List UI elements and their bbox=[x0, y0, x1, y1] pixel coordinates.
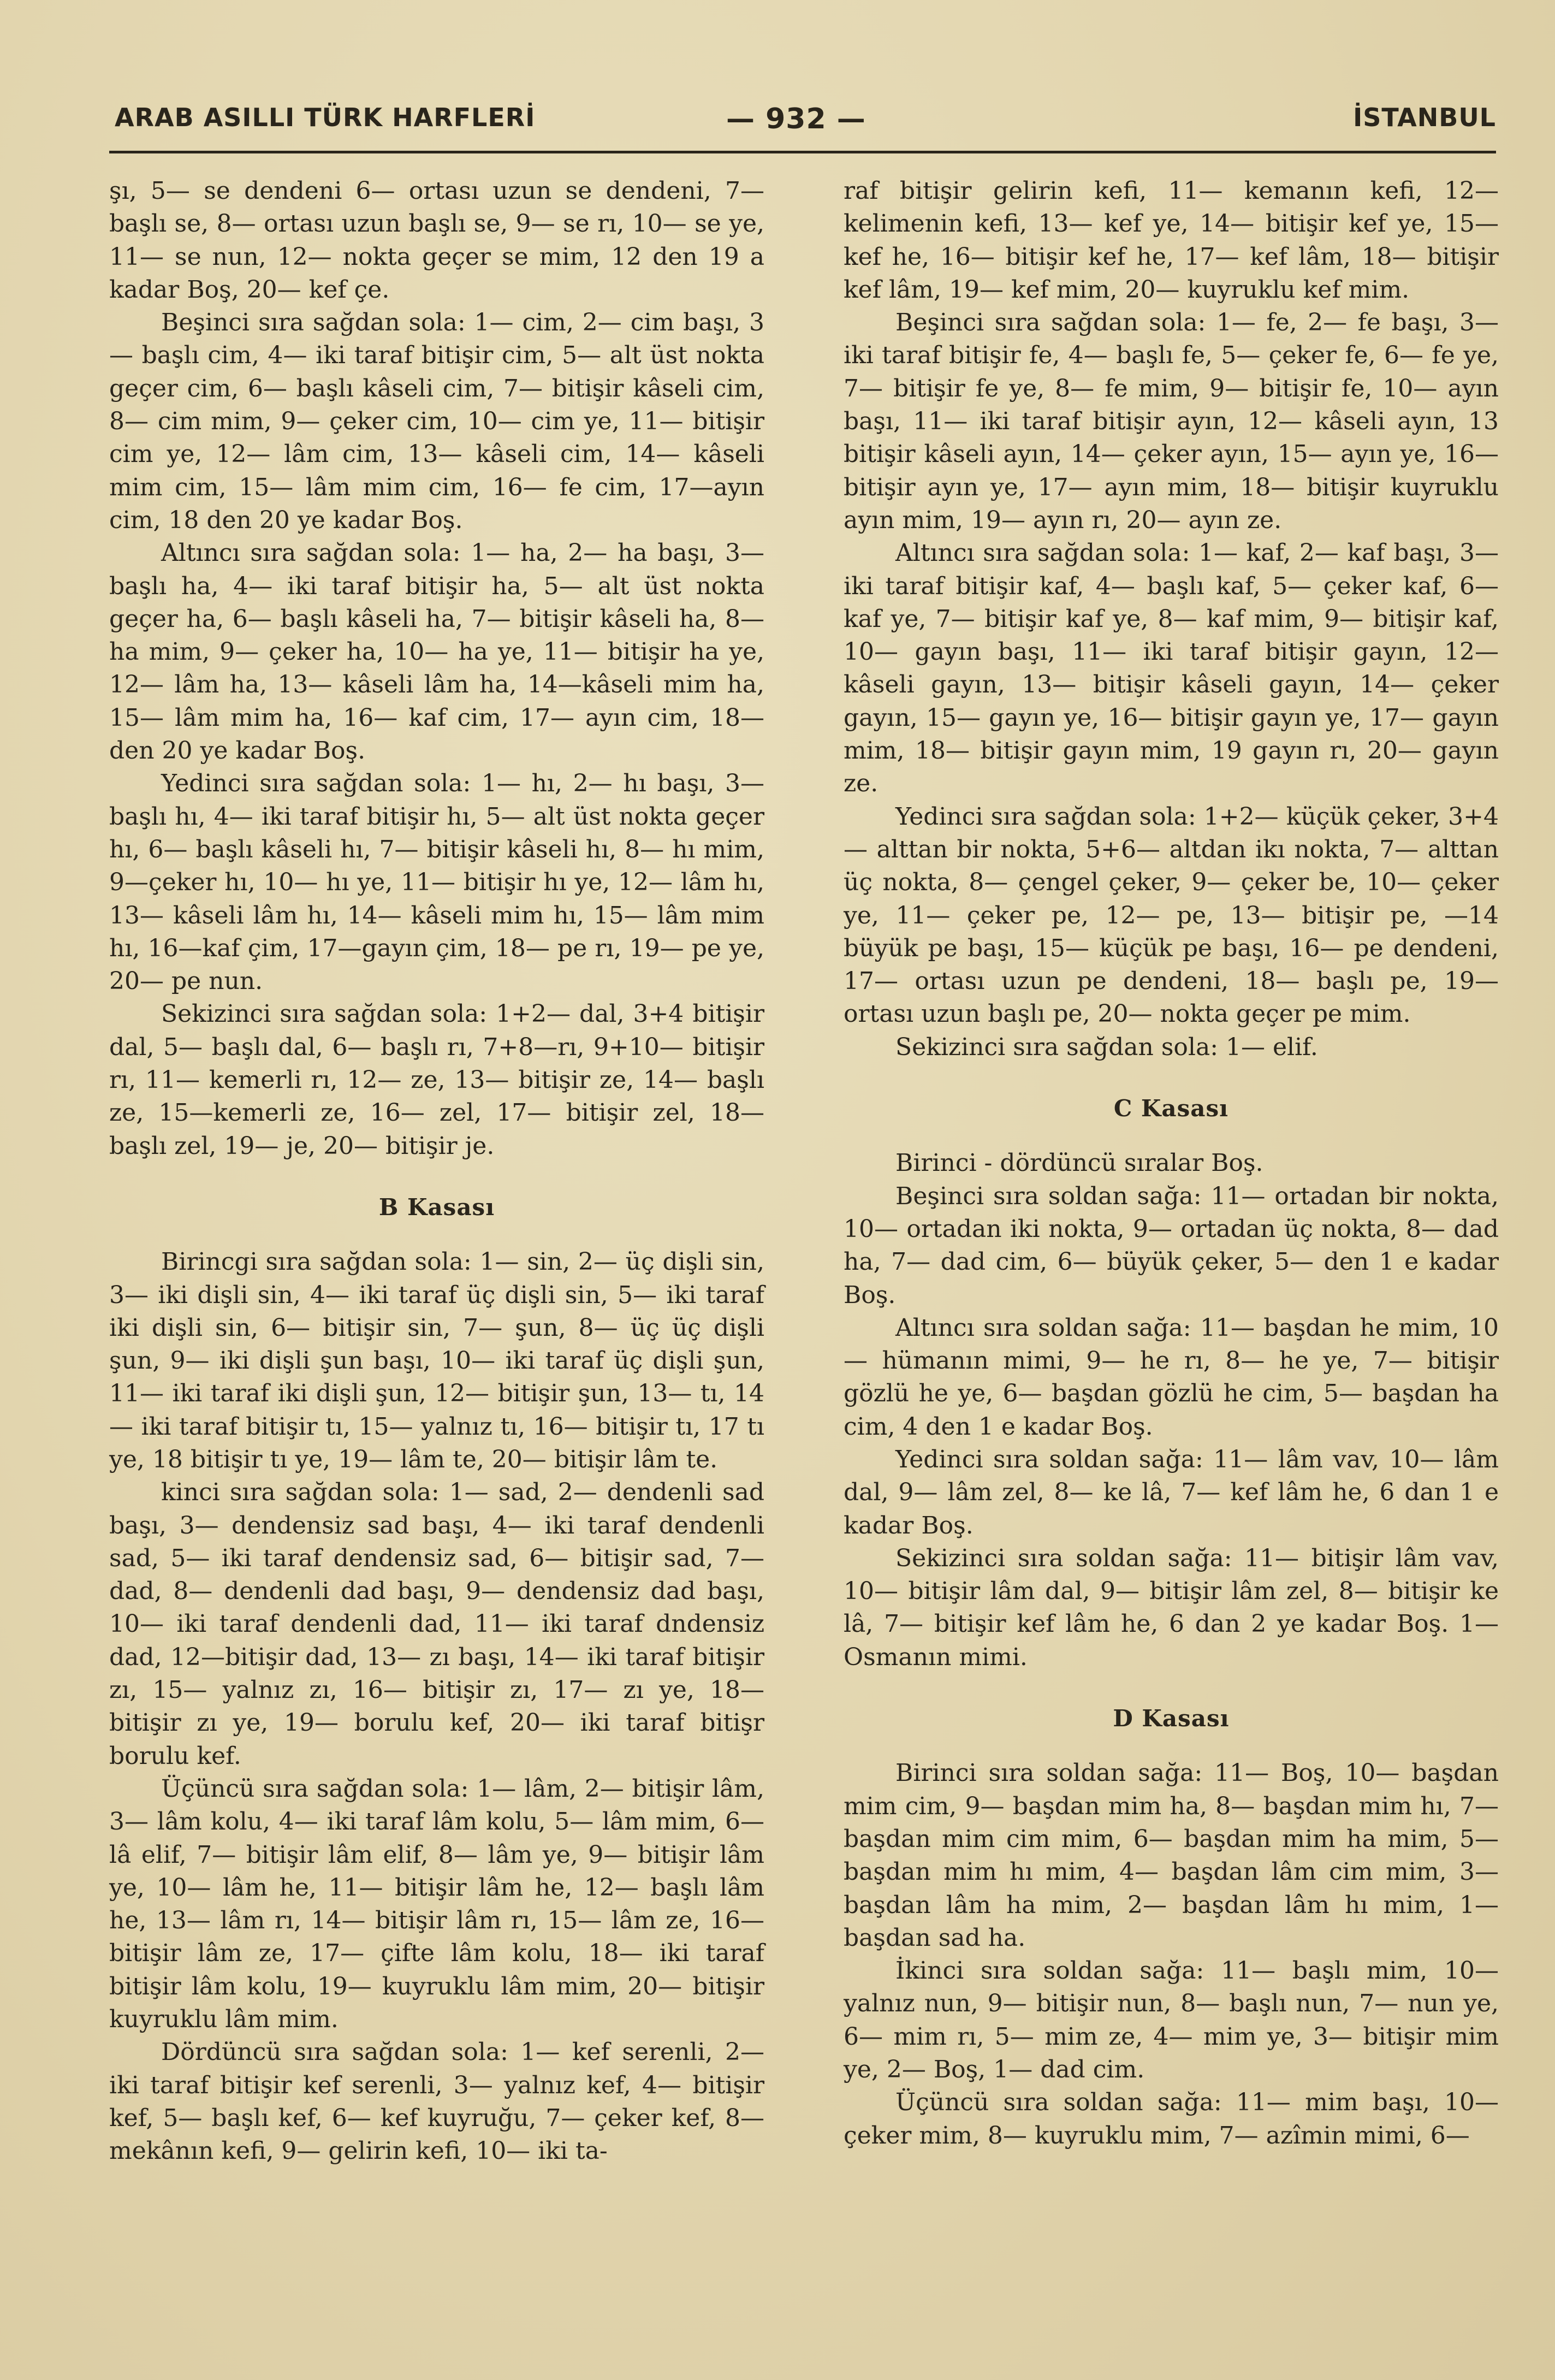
paragraph: Birincgi sıra sağdan sola: 1— sin, 2— üç dişli sin, 3— iki dişli sin, 4— iki taraf üç dişli sin, 5— iki taraf iki dişli sin, 6— bitişir sin, 7— şun, 8— üç üç dişli şun, 9— iki dişli şun başı, 10— iki taraf üç dişli şun, 11— iki taraf iki dişli şun, 12— bitişir şun, 13— tı, 14— iki taraf bitişir tı, 15— yalnız tı, 16— bitişir tı, 17 tı ye, 18 bitişir tı ye, 19— lâm te, 20— bitişir lâm te. bbox=[109, 1248, 764, 1473]
paragraph: Yedinci sıra sağdan sola: 1— hı, 2— hı başı, 3— başlı hı, 4— iki taraf bitişir hı, 5— alt üst nokta geçer hı, 6— başlı kâseli hı, 7— bitişir kâseli hı, 8— hı mim, 9—çeker hı, 10— hı ye, 11— bitişir hı ye, 12— lâm hı, 13— kâseli lâm hı, 14— kâseli mim hı, 15— lâm mim hı, 16—kaf çim, 17—gayın çim, 18— pe rı, 19— pe ye, 20— pe nun. bbox=[109, 769, 764, 996]
section-heading: D Kasası bbox=[1113, 1705, 1230, 1732]
left-column bbox=[109, 175, 764, 2168]
paragraph: şı, 5— se dendeni 6— ortası uzun se dendeni, 7— başlı se, 8— ortası uzun başlı se, 9— se rı, 10— se ye, 11— se nun, 12— nokta geçer se mim, 12 den 19 a kadar Boş, 20— kef çe. bbox=[109, 177, 764, 304]
paragraph: Üçüncü sıra soldan sağa: 11— mim başı, 10— çeker mim, 8— kuyruklu mim, 7— azîmin mimi, 6— bbox=[844, 2088, 1499, 2150]
section-heading: C Kasası bbox=[1113, 1095, 1229, 1122]
paragraph: Yedinci sıra sağdan sola: 1+2— küçük çeker, 3+4— alttan bir nokta, 5+6— altdan ikı nokta, 7— alttan üç nokta, 8— çengel çeker, 9— çeker be, 10— çeker ye, 11— çeker pe, 12— pe, 13— bitişir pe, —14 büyük pe başı, 15— küçük pe başı, 16— pe dendeni, 17— ortası uzun pe dendeni, 18— başlı pe, 19— ortası uzun başlı pe, 20— nokta geçer pe mim. bbox=[844, 802, 1499, 1028]
header-place: İSTANBUL bbox=[1353, 103, 1496, 132]
paragraph: kinci sıra sağdan sola: 1— sad, 2— dendenli sad başı, 3— dendensiz sad başı, 4— iki taraf dendenli sad, 5— iki taraf dendensiz sad, 6— bitişir sad, 7— dad, 8— dendenli dad başı, 9— dendensiz dad başı, 10— iki taraf dendenli dad, 11— iki taraf dndensiz dad, 12—bitişir dad, 13— zı başı, 14— iki taraf bitişir zı, 15— yalnız zı, 16— bitişir zı, 17— zı ye, 18— bitişir zı ye, 19— borulu kef, 20— iki taraf bitişr borulu kef. bbox=[109, 1478, 764, 1770]
paragraph: Altıncı sıra sağdan sola: 1— ha, 2— ha başı, 3— başlı ha, 4— iki taraf bitişir ha, 5— alt üst nokta geçer ha, 6— başlı kâseli ha, 7— bitişir kâseli ha, 8— ha mim, 9— çeker ha, 10— ha ye, 11— bitişir ha ye, 12— lâm ha, 13— kâseli lâm ha, 14—kâseli mim ha, 15— lâm mim ha, 16— kaf cim, 17— ayın cim, 18— den 20 ye kadar Boş. bbox=[109, 539, 764, 765]
paragraph: raf bitişir gelirin kefi, 11— kemanın kefi, 12— kelimenin kefi, 13— kef ye, 14— bitişir kef ye, 15— kef he, 16— bitişir kef he, 17— kef lâm, 18— bitişir kef lâm, 19— kef mim, 20— kuyruklu kef mim. bbox=[844, 177, 1499, 304]
paragraph: Beşinci sıra sağdan sola: 1— fe, 2— fe başı, 3— iki taraf bitişir fe, 4— başlı fe, 5— çeker fe, 6— fe ye, 7— bitişir fe ye, 8— fe mim, 9— bitişir fe, 10— ayın başı, 11— iki taraf bitişir ayın, 12— kâseli ayın, 13 bitişir kâseli ayın, 14— çeker ayın, 15— ayın ye, 16— bitişir ayın ye, 17— ayın mim, 18— bitişir kuyruklu ayın mim, 19— ayın rı, 20— ayın ze. bbox=[844, 309, 1499, 534]
paragraph: Altıncı sıra soldan sağa: 11— başdan he mim, 10— hümanın mimi, 9— he rı, 8— he ye, 7— bitişir gözlü he ye, 6— başdan gözlü he cim, 5— başdan ha cim, 4 den 1 e kadar Boş. bbox=[844, 1313, 1499, 1441]
section-heading: B Kasası bbox=[378, 1193, 495, 1221]
paragraph: Beşinci sıra soldan sağa: 11— ortadan bir nokta, 10— ortadan iki nokta, 9— ortadan üç nokta, 8— dad ha, 7— dad cim, 6— büyük çeker, 5— den 1 e kadar Boş. bbox=[844, 1182, 1499, 1309]
paragraph: Yedinci sıra soldan sağa: 11— lâm vav, 10— lâm dal, 9— lâm zel, 8— ke lâ, 7— kef lâm he, 6 dan 1 e kadar Boş. bbox=[844, 1445, 1499, 1540]
paragraph: İkinci sıra soldan sağa: 11— başlı mim, 10— yalnız nun, 9— bitişir nun, 8— başlı nun, 7— nun ye, 6— mim rı, 5— mim ze, 4— mim ye, 3— bitişir mim ye, 2— Boş, 1— dad cim. bbox=[844, 1957, 1499, 2084]
paragraph: Birinci - dördüncü sıralar Boş. bbox=[895, 1149, 1263, 1177]
header-title: ARAB ASILLI TÜRK HARFLERİ bbox=[115, 103, 536, 132]
paragraph: Sekizinci sıra soldan sağa: 11— bitişir lâm vav, 10— bitişir lâm dal, 9— bitişir lâm zel, 8— bitişir ke lâ, 7— bitişir kef lâm he, 6 dan 2 ye kadar Boş. 1— Osmanın mimi. bbox=[844, 1544, 1499, 1671]
paragraph: Üçüncü sıra sağdan sola: 1— lâm, 2— bitişir lâm, 3— lâm kolu, 4— iki taraf lâm kolu, 5— lâm mim, 6— lâ elif, 7— bitişir lâm elif, 8— lâm ye, 9— bitişir lâm ye, 10— lâm he, 11— bitişir lâm he, 12— başlı lâm he, 13— lâm rı, 14— bitişir lâm rı, 15— lâm ze, 16— bitişir lâm ze, 17— çifte lâm kolu, 18— iki taraf bitişir lâm kolu, 19— kuyruklu lâm mim, 20— bitişir kuyruklu lâm mim. bbox=[109, 1774, 764, 2034]
running-header bbox=[115, 103, 1496, 141]
header-rule bbox=[109, 151, 1496, 153]
paragraph: Dördüncü sıra sağdan sola: 1— kef serenli, 2— iki taraf bitişir kef serenli, 3— yalnız kef, 4— bitişir kef, 5— başlı kef, 6— kef kuyruğu, 7— çeker kef, 8— mekânın kefi, 9— gelirin kefi, 10— iki ta- bbox=[109, 2038, 764, 2165]
paragraph: Sekizinci sıra sağdan sola: 1+2— dal, 3+4 bitişir dal, 5— başlı dal, 6— başlı rı, 7+8—rı, 9+10— bitişir rı, 11— kemerli rı, 12— ze, 13— bitişir ze, 14— başlı ze, 15—kemerli ze, 16— zel, 17— bitişir zel, 18— başlı zel, 19— je, 20— bitişir je. bbox=[109, 1000, 764, 1160]
right-column bbox=[844, 175, 1499, 2152]
paragraph: Beşinci sıra sağdan sola: 1— cim, 2— cim başı, 3— başlı cim, 4— iki taraf bitişir cim, 5— alt üst nokta geçer cim, 6— başlı kâseli cim, 7— bitişir kâseli cim, 8— cim mim, 9— çeker cim, 10— cim ye, 11— bitişir cim ye, 12— lâm cim, 13— kâseli cim, 14— kâseli mim cim, 15— lâm mim cim, 16— fe cim, 17—ayın cim, 18 den 20 ye kadar Boş. bbox=[109, 309, 764, 534]
page-number: — 932 — bbox=[726, 103, 866, 135]
paragraph: Birinci sıra soldan sağa: 11— Boş, 10— başdan mim cim, 9— başdan mim ha, 8— başdan mim hı, 7— başdan mim cim mim, 6— başdan mim ha mim, 5— başdan mim hı mim, 4— başdan lâm cim mim, 3— başdan lâm ha mim, 2— başdan lâm hı mim, 1— başdan sad ha. bbox=[844, 1759, 1499, 1952]
paragraph: Sekizinci sıra sağdan sola: 1— elif. bbox=[895, 1033, 1318, 1061]
paragraph: Altıncı sıra sağdan sola: 1— kaf, 2— kaf başı, 3— iki taraf bitişir kaf, 4— başlı kaf, 5— çeker kaf, 6— kaf ye, 7— bitişir kaf ye, 8— kaf mim, 9— bitişir kaf, 10— gayın başı, 11— iki taraf bitişir gayın, 12— kâseli gayın, 13— bitişir kâseli gayın, 14— çeker gayın, 15— gayın ye, 16— bitişir gayın ye, 17— gayın mim, 18— bitişir gayın mim, 19 gayın rı, 20— gayın ze. bbox=[844, 539, 1499, 798]
